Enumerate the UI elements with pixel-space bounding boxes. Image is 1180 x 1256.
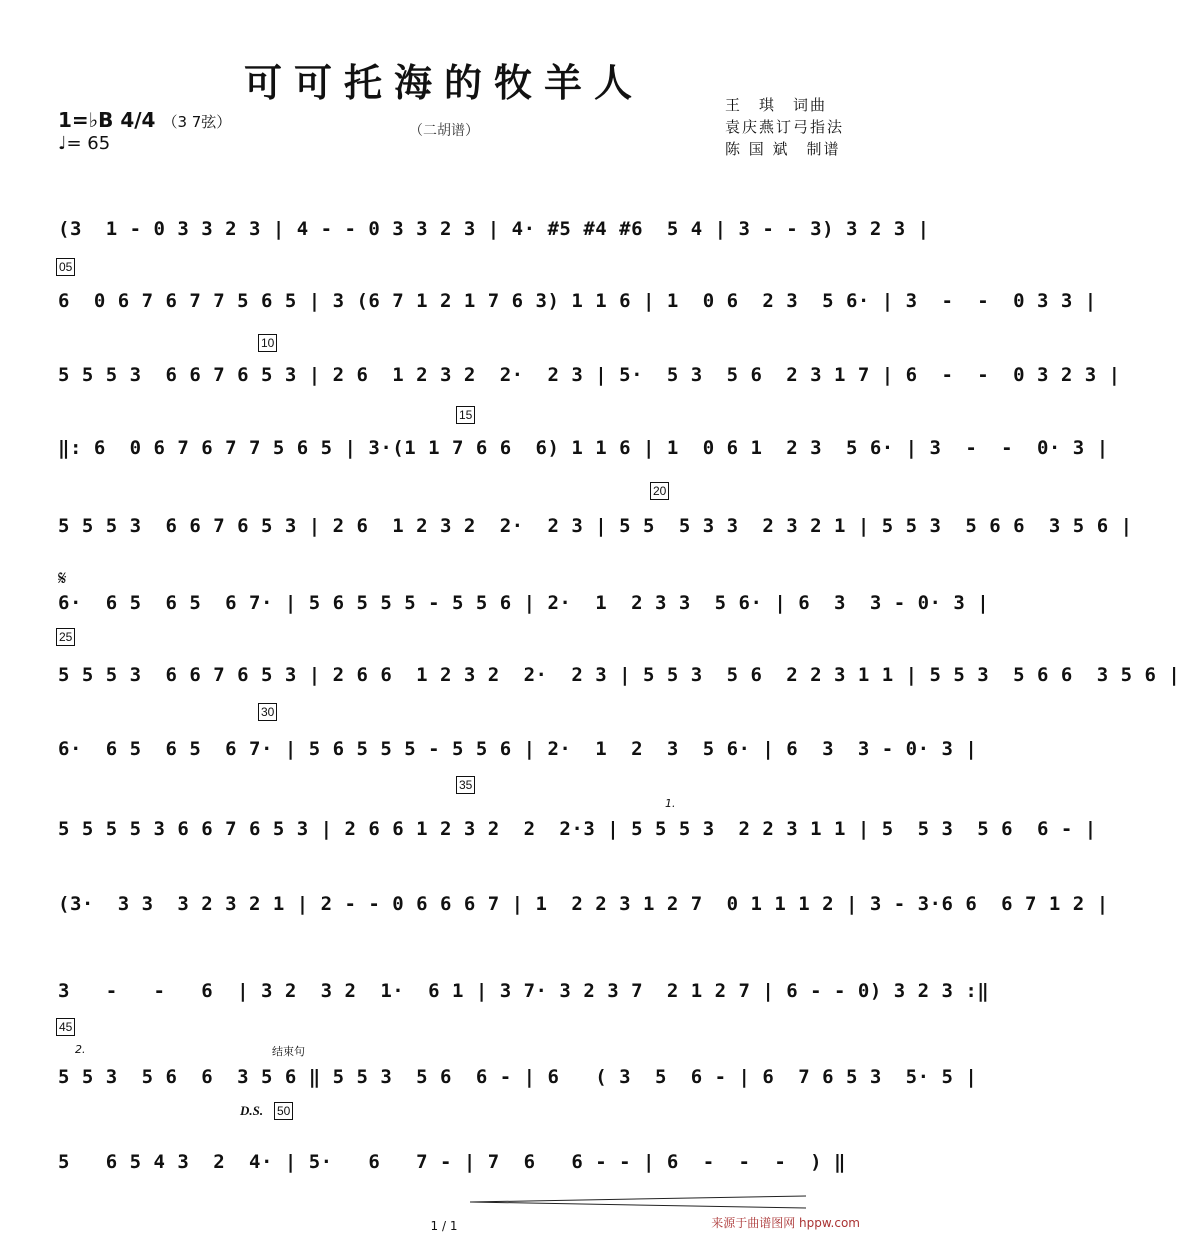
score-row-4: ‖: 6 0 6 7 6 7 7 5 6 5 | 3·(1 1 7 6 6 6) 1 1 6 | 1 0 6 1 2 3 5 6· | 3 - - 0· 3 | xyxy=(58,437,1109,459)
measure-number: 10 xyxy=(258,334,277,352)
score-row-9: 5 5 5 5 3 6 6 7 6 5 3 | 2 6 6 1 2 3 2 2 2·3 | 5 5 5 3 2 2 3 1 1 | 5 5 3 5 6 6 - | xyxy=(58,818,1097,840)
score-row-7: 5 5 5 3 6 6 7 6 5 3 | 2 6 6 1 2 3 2 2· 2 3 | 5 5 3 5 6 2 2 3 1 1 | 5 5 3 5 6 6 3 5 6 | xyxy=(58,664,1180,686)
score-row-6: 6· 6 5 6 5 6 7· | 5 6 5 5 5 - 5 5 6 | 2· 1 2 3 3 5 6· | 6 3 3 - 0· 3 | xyxy=(58,592,990,614)
measure-number: 20 xyxy=(650,482,669,500)
credit-engraver: 陈 国 斌 制谱 xyxy=(724,140,841,158)
page-title: 可可托海的牧羊人 xyxy=(243,60,644,105)
score-row-11: 3 - - 6 | 3 2 3 2 1· 6 1 | 3 7· 3 2 3 7 2 1 2 7 | 6 - - 0) 3 2 3 :‖ xyxy=(58,980,990,1002)
key-prefix: 1=♭B xyxy=(58,108,114,132)
measure-number: 50 xyxy=(274,1102,293,1120)
volta-2: 2. xyxy=(75,1043,86,1056)
string-note: （3 7弦） xyxy=(162,113,232,131)
measure-number: 35 xyxy=(456,776,475,794)
ds-marking: D.S. xyxy=(240,1103,264,1118)
tempo-marking: ♩= 65 xyxy=(58,133,111,154)
volta-1: 1. xyxy=(665,797,676,810)
page-number: 1 / 1 xyxy=(430,1219,458,1233)
score-row-1: (3 1 - 0 3 3 2 3 | 4 - - 0 3 3 2 3 | 4· #5 #4 #6 5 4 | 3 - - 3) 3 2 3 | xyxy=(58,218,930,240)
decrescendo-hairpin xyxy=(470,1195,810,1209)
key-signature xyxy=(58,108,231,132)
ending-label: 结束句 xyxy=(272,1045,305,1058)
credits xyxy=(725,94,844,160)
time-signature: 4/4 xyxy=(120,108,156,132)
score-row-2: 6 0 6 7 6 7 7 5 6 5 | 3 (6 7 1 2 1 7 6 3) 1 1 6 | 1 0 6 2 3 5 6· | 3 - - 0 3 3 | xyxy=(58,290,1097,312)
measure-number: 15 xyxy=(456,406,475,424)
score-row-8: 6· 6 5 6 5 6 7· | 5 6 5 5 5 - 5 5 6 | 2· 1 2 3 5 6· | 6 3 3 - 0· 3 | xyxy=(58,738,978,760)
score-row-10: (3· 3 3 3 2 3 2 1 | 2 - - 0 6 6 6 7 | 1 2 2 3 1 2 7 0 1 1 1 2 | 3 - 3·6 6 6 7 1 2 | xyxy=(58,893,1109,915)
measure-number: 05 xyxy=(56,258,75,276)
score-row-5: 5 5 5 3 6 6 7 6 5 3 | 2 6 1 2 3 2 2· 2 3 | 5 5 5 3 3 2 3 2 1 | 5 5 3 5 6 6 3 5 6 | xyxy=(58,515,1133,537)
score-row-13: 5 6 5 4 3 2 4· | 5· 6 7 - | 7 6 6 - - | 6 - - - ) ‖ xyxy=(58,1151,846,1173)
subtitle: （二胡谱） xyxy=(409,123,479,139)
credit-lyricist: 王 琪 词曲 xyxy=(724,96,827,114)
credit-bowing: 袁庆燕订弓指法 xyxy=(724,118,844,136)
measure-number: 30 xyxy=(258,703,277,721)
measure-number: 45 xyxy=(56,1018,75,1036)
watermark: 来源于曲谱图网 hppw.com xyxy=(711,1216,860,1230)
score-row-12: 5 5 3 5 6 6 3 5 6 ‖ 5 5 3 5 6 6 - | 6 ( 3 5 6 - | 6 7 6 5 3 5· 5 | xyxy=(58,1066,978,1088)
measure-number: 25 xyxy=(56,628,75,646)
segno-sign: 𝄋 xyxy=(58,566,67,590)
score-row-3: 5 5 5 3 6 6 7 6 5 3 | 2 6 1 2 3 2 2· 2 3 | 5· 5 3 5 6 2 3 1 7 | 6 - - 0 3 2 3 | xyxy=(58,364,1121,386)
